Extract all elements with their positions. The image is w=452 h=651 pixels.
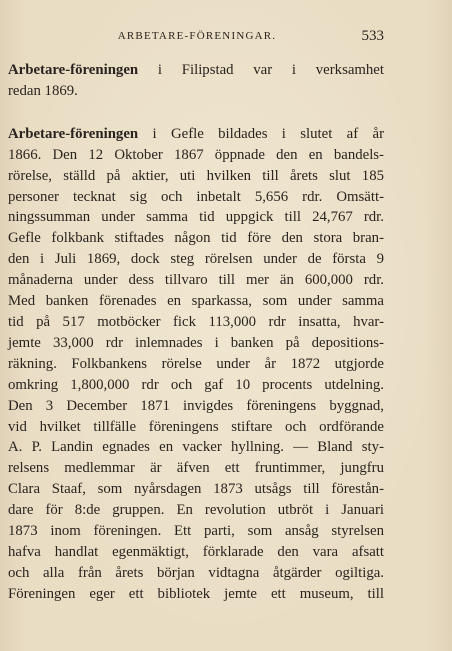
entry-heading: Arbetare-föreningen (8, 62, 139, 78)
paragraph-spacer (8, 102, 384, 124)
text-line: Med banken förenades en sparkassa, som under samma (8, 293, 384, 310)
text-line (8, 60, 384, 81)
text-line: Den 3 December 1871 invigdes föreningens byggnad, (8, 397, 384, 414)
text-line: den i Juli 1869, dock steg rörelsen under de första 9 (8, 251, 384, 268)
body-text (8, 60, 384, 605)
text-line: rörelse, ställd på aktier, uti hvilken till årets slut 185 (8, 167, 384, 184)
page-number: 533 (361, 28, 384, 44)
text-line: omkring 1,800,000 rdr och gaf 10 procents utdelning. (8, 376, 384, 393)
text-line: 1873 inom föreningen. Ett parti, som ansåg styrelsen (8, 523, 384, 540)
text-line: jemte 33,000 rdr inlemnades i banken på depositions- (8, 334, 384, 351)
entry-heading: Arbetare-föreningen (8, 125, 139, 142)
running-head: ARBETARE-FÖRENINGAR. (117, 30, 277, 42)
text-line: Föreningen eger ett bibliotek jemte ett museum, till (8, 585, 384, 602)
text-line: och alla från årets början vidtagna åtgärder ogiltiga. (8, 564, 384, 581)
text-line: hafva handlat egenmäktigt, förklarade den vara afsatt (8, 543, 384, 560)
text-run: i Gefle bildades i slutet af år (138, 125, 384, 142)
text-line: månaderna under dess tillvaro till mer än 600,000 rdr. (8, 272, 384, 289)
text-line: Clara Staaf, som nyårsdagen 1873 utsågs till förestån- (8, 481, 384, 498)
text-line: personer tecknat sig och inbetalt 5,656 rdr. Omsätt- (8, 188, 384, 205)
text-line: Gefle folkbank stiftades någon tid före den stora bran- (8, 230, 384, 247)
text-line: räkning. Folkbankens rörelse under år 1872 utgjorde (8, 355, 384, 372)
paragraph-filipstad (8, 60, 384, 102)
text-line: ningssumman under samma tid uppgick till 24,767 rdr. (8, 209, 384, 226)
text-line: 1866. Den 12 Oktober 1867 öppnade den en bandels- (8, 146, 384, 163)
text-line: tid på 517 motböcker fick 113,000 rdr insatta, hvar- (8, 313, 384, 330)
text-run: i Filipstad var i verksamhet (138, 62, 384, 78)
text-line: relsens medlemmar är äfven ett fruntimmer, jungfru (8, 460, 384, 477)
paragraph-gefle (8, 124, 384, 605)
text-line (8, 124, 384, 145)
text-line: dare för 8:de gruppen. En revolution utbröt i Januari (8, 502, 384, 519)
text-line: A. P. Landin egnades en vacker hyllning. — Bland sty- (8, 439, 384, 456)
text-line: redan 1869. (8, 82, 78, 99)
text-line: vid hvilket tillfälle föreningens stiftare och ordförande (8, 418, 384, 435)
